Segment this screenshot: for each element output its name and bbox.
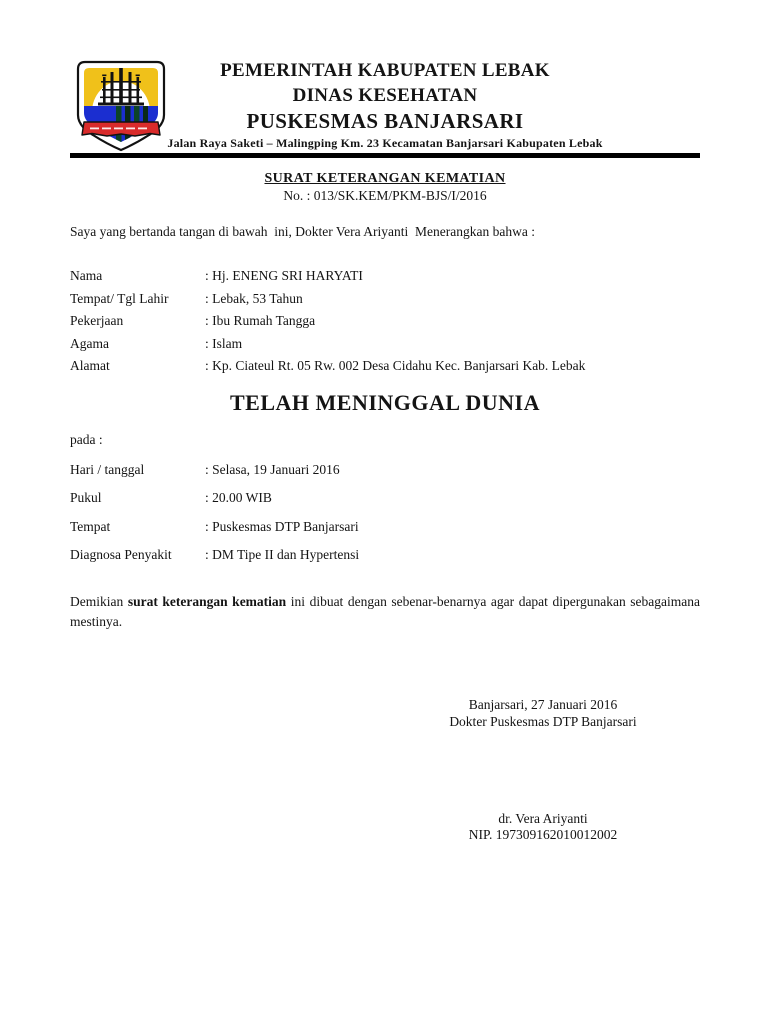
signature-nip: NIP. 197309162010012002: [468, 826, 618, 842]
field-value: : Hj. ENENG SRI HARYATI: [205, 268, 363, 283]
letterhead-office: PUSKESMAS BANJARSARI: [246, 109, 524, 133]
signature-space: [393, 730, 693, 811]
statement-heading: TELAH MENINGGAL DUNIA: [230, 389, 540, 415]
field-value: : Selasa, 19 Januari 2016: [205, 461, 340, 477]
field-value: : Islam: [205, 335, 243, 351]
signature-block: [393, 696, 693, 843]
field-value: : Ibu Rumah Tangga: [205, 313, 316, 328]
field-row-hari-tanggal: [70, 462, 700, 491]
field-label: Diagnosa Penyakit: [70, 547, 172, 562]
field-row-nama: [70, 268, 700, 291]
field-row-pekerjaan: [70, 313, 700, 336]
letterhead-department: DINAS KESEHATAN: [292, 85, 478, 106]
closing-part1: Demikian: [70, 593, 128, 609]
letterhead-address: Jalan Raya Saketi – Malingping Km. 23 Kecamatan Banjarsari Kabupaten Lebak: [167, 136, 603, 150]
field-row-tempat: [70, 519, 700, 548]
person-fields: [70, 268, 700, 381]
signature-name: dr. Vera Ariyanti: [498, 810, 588, 826]
document-number: No. : 013/SK.KEM/PKM-BJS/I/2016: [283, 188, 487, 203]
field-row-pukul: [70, 490, 700, 519]
field-label: Pukul: [70, 490, 102, 505]
field-label: Nama: [70, 268, 103, 283]
signature-place-date: Banjarsari, 27 Januari 2016: [468, 696, 618, 712]
field-label: Hari / tanggal: [70, 461, 145, 477]
field-value: : 20.00 WIB: [205, 490, 272, 505]
document-title: SURAT KETERANGAN KEMATIAN: [264, 171, 506, 186]
closing-paragraph: [70, 592, 700, 632]
intro-paragraph: Saya yang bertanda tangan di bawah ini, Dokter Vera Ariyanti Menerangkan bahwa :: [70, 224, 535, 239]
closing-part2: ini dibuat dengan sebenar-benarnya agar dapat dipergunakan sebagaimana mestinya.: [70, 593, 700, 629]
signature-role: Dokter Puskesmas DTP Banjarsari: [449, 713, 637, 729]
field-label: Tempat: [70, 518, 111, 534]
lebak-regency-emblem-logo: [72, 60, 170, 152]
letterhead-divider: [70, 153, 700, 158]
field-label: Agama: [70, 335, 109, 351]
field-row-agama: [70, 336, 700, 359]
field-label: Alamat: [70, 358, 110, 373]
field-value: : Puskesmas DTP Banjarsari: [205, 518, 359, 534]
field-value: : DM Tipe II dan Hypertensi: [205, 547, 360, 562]
field-label: Pekerjaan: [70, 313, 124, 328]
field-value: : Lebak, 53 Tahun: [205, 290, 303, 306]
letterhead: [70, 0, 700, 152]
letterhead-government: PEMERINTAH KABUPATEN LEBAK: [220, 60, 550, 81]
field-row-alamat: [70, 358, 700, 381]
field-label: Tempat/ Tgl Lahir: [70, 290, 169, 306]
statement-pada-label: pada :: [70, 431, 103, 447]
field-row-diagnosa: [70, 547, 700, 576]
emblem-ribbon: [82, 122, 160, 136]
death-fields: [70, 462, 700, 576]
field-value: : Kp. Ciateul Rt. 05 Rw. 002 Desa Cidahu Kec. Banjarsari Kab. Lebak: [205, 358, 586, 373]
closing-bold-phrase: surat keterangan kematian: [127, 593, 287, 609]
field-row-tempat-tgl-lahir: [70, 291, 700, 314]
